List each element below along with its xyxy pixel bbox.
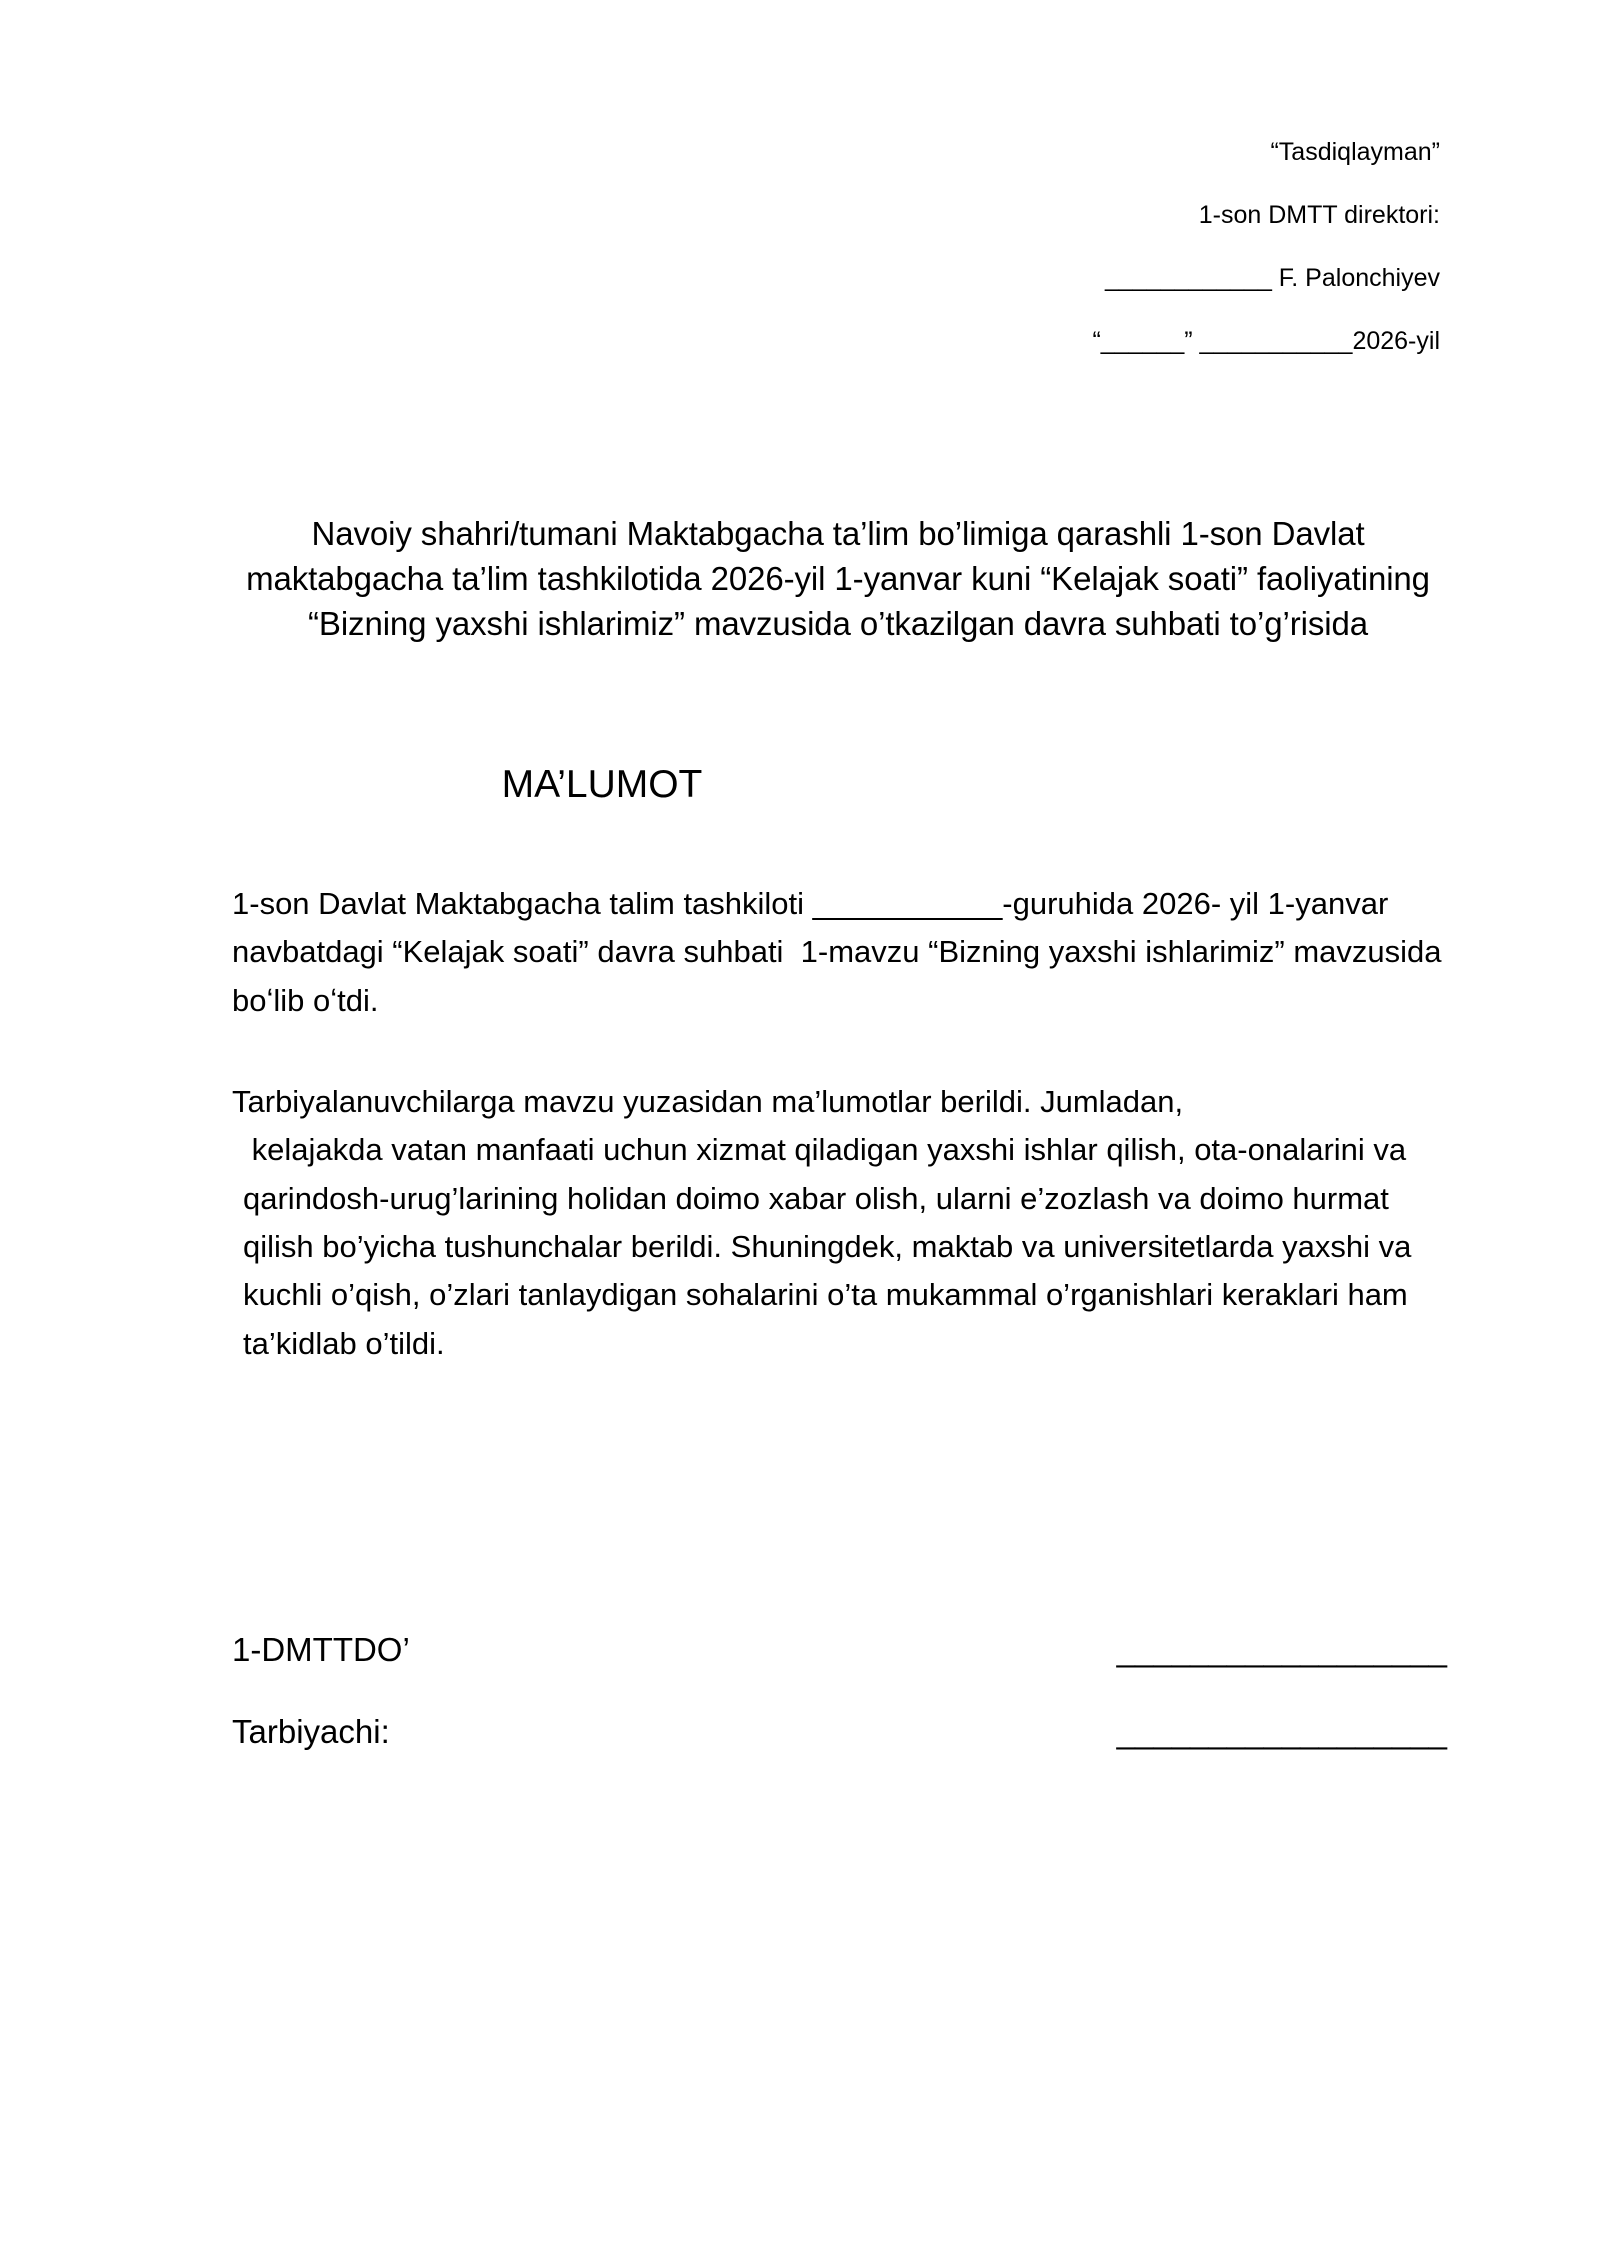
approval-line-director-title: 1-son DMTT direktori: bbox=[1198, 201, 1440, 229]
body-paragraph-2-first-line: Tarbiyalanuvchilarga mavzu yuzasidan ma’lumotlar berildi. Jumladan, bbox=[232, 1084, 1184, 1119]
signature-block bbox=[232, 1630, 1447, 1751]
approval-line-date: “______” ___________2026-yil bbox=[1092, 327, 1440, 355]
document-heading: MA’LUMOT bbox=[501, 763, 703, 806]
body-paragraph-2 bbox=[232, 1078, 1462, 1368]
approval-line-tasdiqlayman: “Tasdiqlayman” bbox=[1270, 138, 1440, 166]
document-title: Navoiy shahri/tumani Maktabgacha ta’lim bo’limiga qarashli 1-son Davlat maktabgacha ta’lim tashkilotida 2026-yil 1-yanvar kuni “Kelajak soati” faoliyatining “Bizning yaxshi ishlarimiz” mavzusida o’tkazilgan davra suhbati to’g’risida bbox=[246, 515, 1430, 642]
body-paragraph-1: 1-son Davlat Maktabgacha talim tashkiloti ___________-guruhida 2026- yil 1-yanvar navbatdagi “Kelajak soati” davra suhbati 1-mavzu “Bizning yaxshi ishlarimiz” mavzusida boʻlib oʻtdi. bbox=[232, 886, 1451, 1018]
signature-label-tarbiyachi: Tarbiyachi: bbox=[232, 1712, 390, 1750]
approval-block bbox=[900, 140, 1440, 354]
signature-rule-tarbiyachi[interactable]: __________________ bbox=[1116, 1712, 1447, 1750]
body-paragraph-2-continuation: kelajakda vatan manfaati uchun xizmat qiladigan yaxshi ishlar qilish, ota-onalarini va qarindosh-urug’larining holidan doimo xabar olish, ularni e’zozlash va doimo hurmat qilish bo’yicha tushunchalar berildi. Shuningdek, maktab va universitetlarda yaxshi va kuchli o’qish, o’zlari tanlaydigan sohalarini o’ta mukammal o’rganishlari keraklari ham ta’kidlab o’tildi. bbox=[243, 1132, 1420, 1361]
signature-rule-dmttdo[interactable]: __________________ bbox=[1116, 1631, 1447, 1668]
signature-row-dmttdo bbox=[232, 1630, 1447, 1670]
approval-line-director-signature: ____________ F. Palonchiyev bbox=[1105, 264, 1440, 292]
signature-row-tarbiyachi bbox=[232, 1712, 1447, 1752]
signature-label-dmttdo: 1-DMTTDO’ bbox=[232, 1631, 410, 1668]
